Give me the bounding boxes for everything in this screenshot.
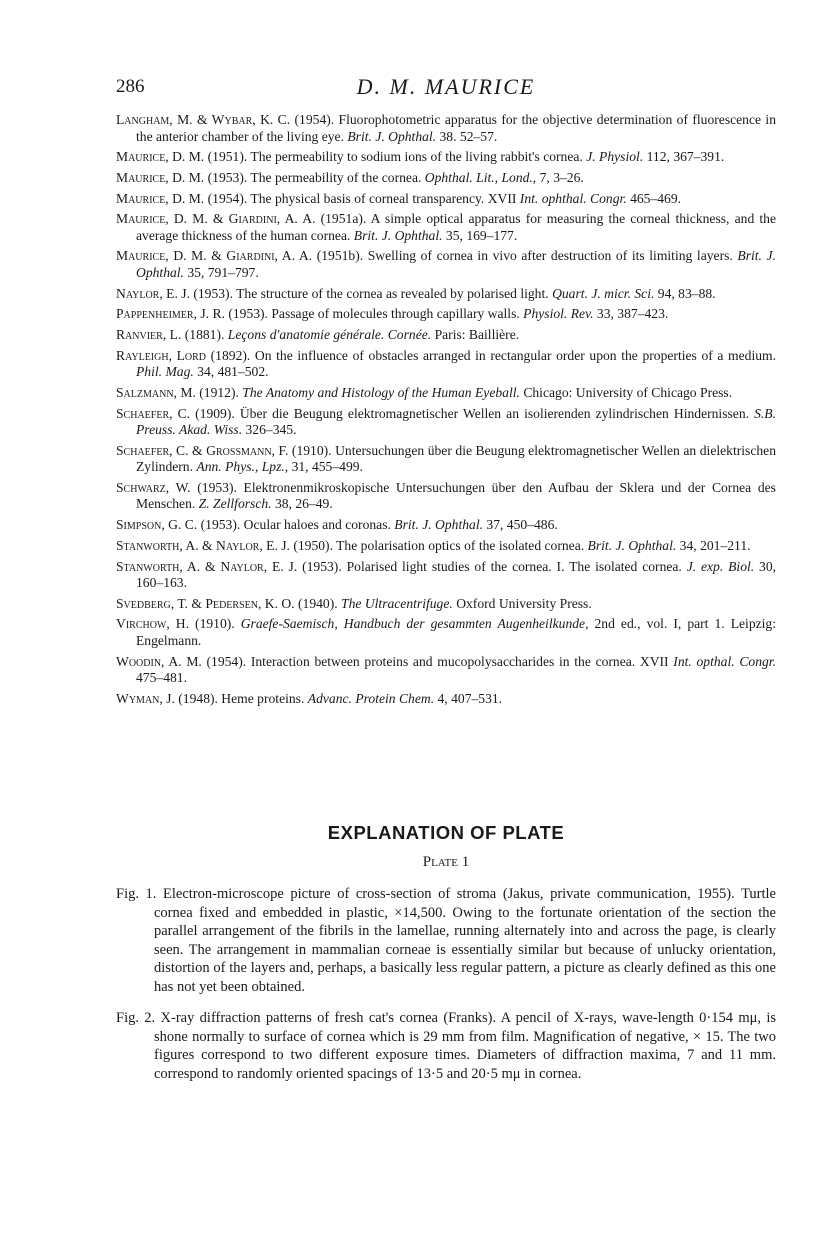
reference-text: (1951a). A simple optical apparatus for measuring the corneal thickness, and the average thickness of the human cornea.	[136, 211, 777, 243]
reference-journal: J. Physiol.	[586, 149, 644, 165]
figure-text: X-ray diffraction patterns of fresh cat's cornea (Franks). A pencil of X-rays, wave-length 0·154 mμ, is shone normally to surface of cornea which is 29 mm from film. Magnification of negative, × 15. The two figures correspond to two different exposure times. Diameters of diffraction maxima, 7 and 11 mm. correspond to randomly oriented spacings of 13·5 and 20·5 mμ in cornea.	[154, 1010, 777, 1082]
reference-end: 475–481.	[136, 670, 187, 686]
reference-text: (1953). Ocular haloes and coronas.	[197, 517, 395, 533]
page-header	[116, 76, 776, 106]
reference-journal: Brit. J. Ophthal.	[136, 248, 776, 280]
reference-author: Langham, M. & Wybar, K. C.	[116, 112, 291, 127]
reference-end: Oxford University Press.	[452, 595, 592, 611]
reference-journal: Brit. J. Ophthal.	[347, 128, 437, 144]
reference-end: 34, 201–211.	[676, 537, 751, 553]
reference-journal: The Ultracentrifuge.	[341, 595, 453, 611]
reference-journal: The Anatomy and Histology of the Human Eyeball.	[242, 384, 520, 400]
reference-end: Chicago: University of Chicago Press.	[519, 384, 733, 400]
reference-item	[116, 406, 776, 439]
reference-end: 38. 52–57.	[436, 128, 498, 144]
reference-item	[116, 480, 776, 513]
reference-item	[116, 149, 776, 166]
reference-item	[116, 385, 776, 402]
reference-text: (1912).	[195, 384, 243, 400]
reference-journal: Int. ophthal. Congr.	[519, 190, 627, 206]
reference-item	[116, 538, 776, 555]
reference-item	[116, 443, 776, 476]
reference-author: Ranvier, L.	[116, 327, 182, 342]
reference-author: Stanworth, A. & Naylor, E. J.	[116, 558, 298, 574]
reference-author: Maurice, D. M. & Giardini, A. A.	[116, 248, 313, 264]
reference-end: 112, 367–391.	[643, 149, 725, 165]
reference-journal: Ann. Phys., Lpz.,	[196, 459, 289, 475]
reference-end: 2nd ed., vol. I, part 1. Leipzig: Engelmann.	[136, 616, 777, 648]
figure-label: Fig. 1.	[116, 886, 157, 902]
reference-author: Simpson, G. C.	[116, 517, 198, 533]
reference-text: (1954). Interaction between proteins and mucopolysaccharides in the cornea. XVII	[201, 653, 674, 669]
reference-author: Wyman, J.	[116, 690, 175, 706]
reference-author: Maurice, D. M.	[116, 169, 205, 185]
reference-journal: Phil. Mag.	[136, 364, 194, 380]
reference-author: Woodin, A. M.	[116, 653, 202, 669]
reference-journal: Physiol. Rev.	[523, 306, 594, 322]
reference-end: 34, 481–502.	[193, 364, 269, 380]
reference-journal: Int. opthal. Congr.	[673, 653, 776, 669]
reference-journal: Quart. J. micr. Sci.	[552, 285, 655, 301]
reference-author: Virchow, H.	[116, 616, 190, 632]
reference-text: (1948). Heme proteins.	[174, 690, 308, 706]
reference-journal: Graefe-Saemisch, Handbuch der gesammten Augenheilkunde,	[240, 616, 589, 632]
reference-journal: Leçons d'anatomie générale. Cornée.	[227, 327, 432, 342]
reference-journal: Z. Zellforsch.	[198, 496, 272, 512]
reference-end: Paris: Baillière.	[431, 327, 520, 342]
reference-journal: Advanc. Protein Chem.	[307, 690, 435, 706]
reference-end: 35, 169–177.	[442, 227, 518, 243]
reference-author: Rayleigh, Lord	[116, 347, 207, 363]
reference-journal: J. exp. Biol.	[686, 558, 755, 574]
reference-author: Salzmann, M.	[116, 384, 196, 400]
reference-item	[116, 286, 776, 303]
reference-text: (1892). On the influence of obstacles arranged in rectangular order upon the properties of a medium.	[206, 347, 776, 363]
reference-end: 35, 791–797.	[183, 264, 259, 280]
reference-item	[116, 348, 776, 381]
reference-text: (1953). The permeability of the cornea.	[204, 169, 425, 185]
reference-end: 7, 3–26.	[536, 169, 584, 185]
reference-author: Naylor, E. J.	[116, 285, 190, 301]
figure-captions	[116, 885, 776, 1083]
reference-text: (1910). Untersuchungen über die Beugung elektromagnetischer Wellen an dielektrischen Zylindern.	[136, 442, 776, 475]
figure-label: Fig. 2.	[116, 1010, 156, 1026]
reference-text: (1909). Über die Beugung elektromagnetischer Wellen an isolierenden zylindrischen Hindernissen.	[190, 405, 755, 421]
reference-author: Schaefer, C.	[116, 405, 191, 421]
reference-text: (1953). The structure of the cornea as revealed by polarised light.	[189, 285, 553, 301]
reference-item	[116, 691, 776, 708]
reference-journal: Brit. J. Ophthal.	[587, 537, 677, 553]
reference-text: (1950). The polarisation optics of the isolated cornea.	[289, 537, 588, 553]
reference-author: Maurice, D. M. & Giardini, A. A.	[116, 211, 316, 227]
plate-label: Plate 1	[422, 854, 470, 870]
running-head: D. M. MAURICE	[356, 74, 536, 99]
reference-item	[116, 559, 776, 592]
reference-journal: Brit. J. Ophthal.	[353, 227, 443, 243]
figure-text: Electron-microscope picture of cross-section of stroma (Jakus, private communication, 1955). Turtle cornea fixed and embedded in plastic, ×14,500. Owing to the fortunate orientation of the section the parallel arrangement of the fibrils in the lamellae, running alternately into and across the page, is clearly seen. The arrangement in mammalian corneae is essentially similar but because of unlucky orientation, distortion of the layers and, perhaps, a basically less regular pattern, a picture as clearly defined as this one has not yet been obtained.	[154, 886, 776, 995]
reference-author: Schaefer, C. & Grossmann, F.	[116, 442, 289, 458]
reference-list	[116, 112, 776, 711]
reference-item	[116, 211, 776, 244]
reference-author: Maurice, D. M.	[116, 190, 205, 206]
figure-caption	[116, 1009, 776, 1083]
reference-end: 37, 450–486.	[483, 517, 558, 533]
reference-text: (1881).	[181, 327, 228, 342]
reference-text: (1953). Passage of molecules through capillary walls.	[224, 306, 524, 322]
reference-item	[116, 596, 776, 613]
reference-item	[116, 248, 776, 281]
reference-text: (1954). Fluorophotometric apparatus for the objective determination of fluorescence in the anterior chamber of the living eye.	[136, 112, 776, 144]
reference-author: Svedberg, T. & Pedersen, K. O.	[116, 595, 295, 611]
reference-journal: S.B. Preuss. Akad. Wiss.	[136, 405, 776, 438]
reference-end: 31, 455–499.	[288, 459, 363, 475]
reference-end: 465–469.	[626, 190, 682, 206]
reference-item	[116, 191, 776, 208]
reference-text: (1951). The permeability to sodium ions of the living rabbit's cornea.	[204, 149, 587, 165]
reference-author: Schwarz, W.	[116, 479, 191, 495]
reference-item	[116, 616, 776, 649]
reference-end: 33, 387–423.	[593, 306, 669, 322]
figure-caption	[116, 885, 776, 996]
reference-author: Stanworth, A. & Naylor, E. J.	[116, 537, 290, 553]
reference-item	[116, 306, 776, 323]
explanation-of-plate	[116, 822, 776, 1097]
reference-text: (1940).	[294, 595, 342, 611]
reference-text: (1910).	[189, 616, 241, 632]
reference-text: (1951b). Swelling of cornea in vivo after destruction of its limiting layers.	[312, 248, 738, 264]
reference-item	[116, 112, 776, 145]
reference-author: Pappenheimer, J. R.	[116, 306, 225, 322]
reference-item	[116, 654, 776, 687]
reference-item	[116, 170, 776, 187]
reference-item	[116, 517, 776, 534]
reference-journal: Ophthal. Lit., Lond.,	[424, 169, 537, 185]
section-title: EXPLANATION OF PLATE	[327, 822, 565, 843]
page-number: 286	[116, 76, 145, 97]
reference-end: 30, 160–163.	[136, 558, 777, 590]
reference-item	[116, 327, 776, 344]
reference-end: 38, 26–49.	[271, 496, 333, 512]
reference-end: 94, 83–88.	[654, 285, 716, 301]
reference-author: Maurice, D. M.	[116, 149, 205, 165]
reference-text: (1953). Polarised light studies of the cornea. I. The isolated cornea.	[297, 558, 687, 574]
reference-text: (1953). Elektronenmikroskopische Untersuchungen über den Aufbau der Sklera und der Cornea des Menschen.	[136, 479, 776, 512]
reference-end: 326–345.	[242, 422, 297, 438]
reference-end: 4, 407–531.	[434, 690, 503, 706]
reference-journal: Brit. J. Ophthal.	[394, 517, 484, 533]
reference-text: (1954). The physical basis of corneal transparency. XVII	[204, 190, 520, 206]
